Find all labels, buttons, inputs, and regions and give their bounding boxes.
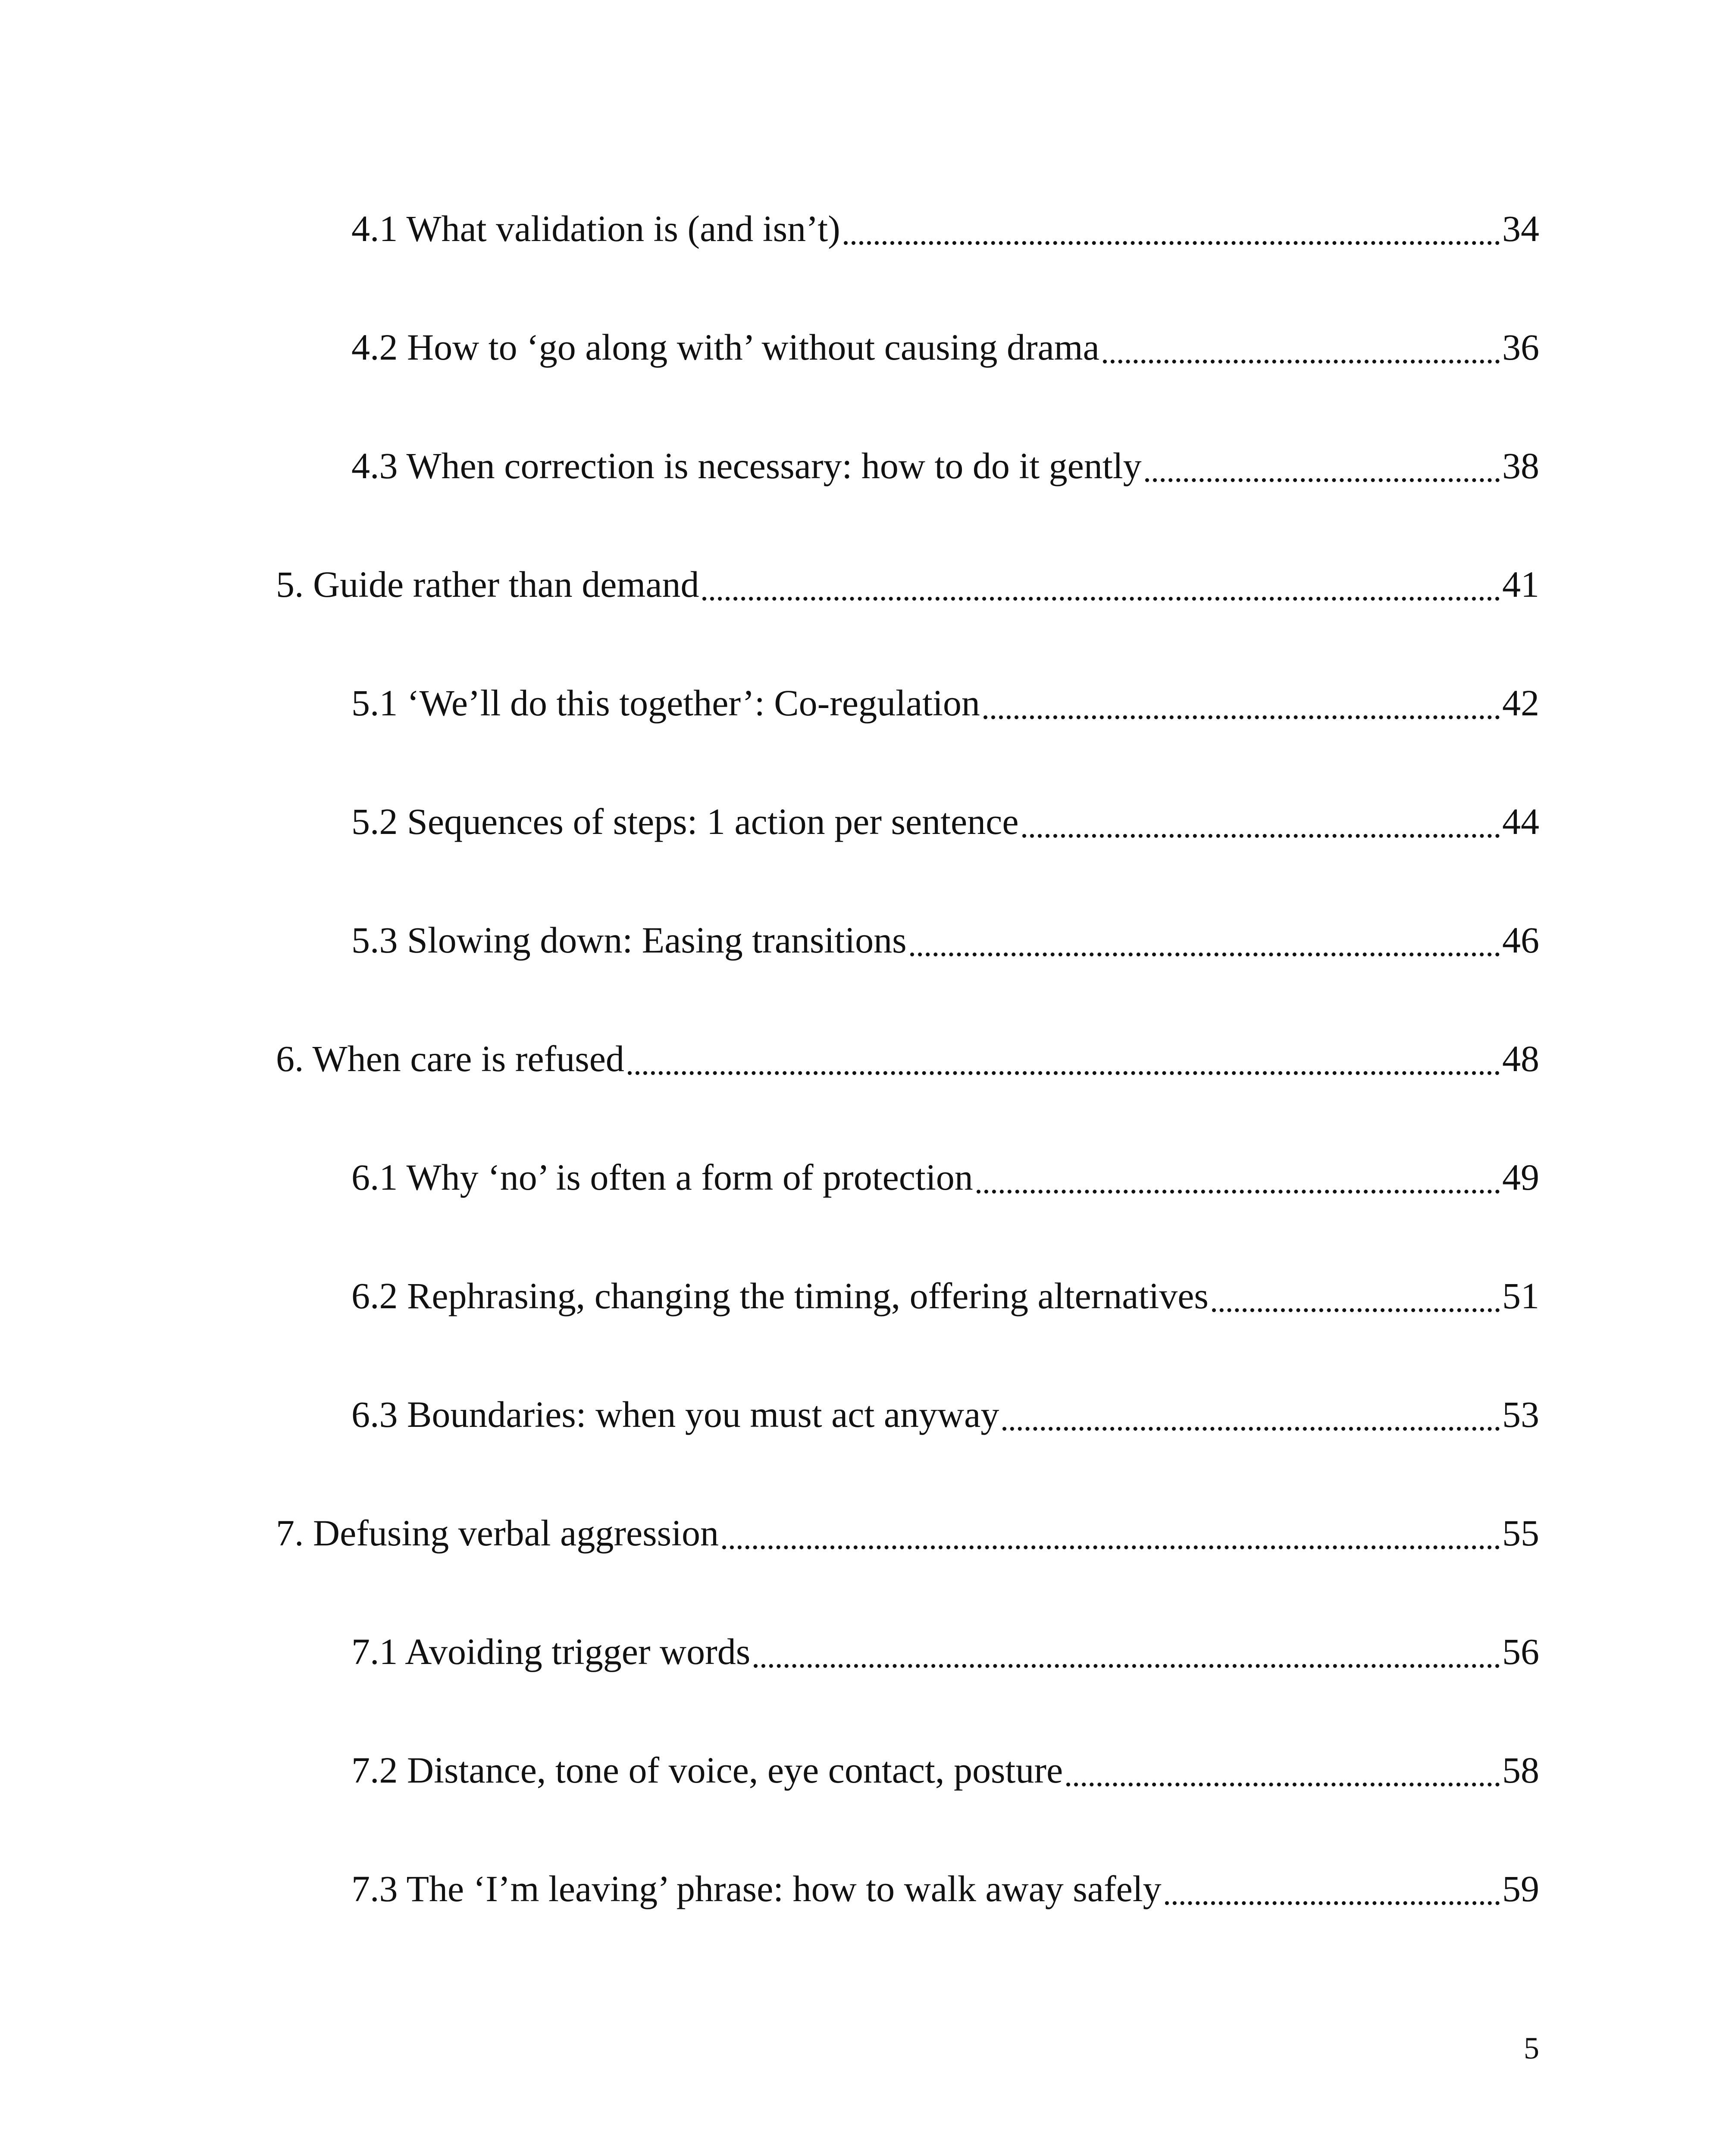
toc-leader-dots bbox=[983, 715, 1500, 719]
toc-entry-page: 51 bbox=[1502, 1275, 1539, 1316]
toc-entry-title: 7.1 Avoiding trigger words bbox=[351, 1631, 751, 1672]
toc-entry-page: 44 bbox=[1502, 801, 1539, 842]
toc-leader-dots bbox=[628, 1071, 1500, 1075]
toc-entry-title: 4.1 What validation is (and isn’t) bbox=[351, 208, 840, 249]
toc-entry[interactable] bbox=[351, 1270, 1539, 1322]
toc-entry-title: 7.3 The ‘I’m leaving’ phrase: how to walk away safely bbox=[351, 1868, 1162, 1909]
toc-leader-dots bbox=[844, 241, 1500, 245]
toc-entry-page: 48 bbox=[1502, 1038, 1539, 1079]
toc-leader-dots bbox=[1022, 834, 1500, 838]
toc-entry-page: 36 bbox=[1502, 326, 1539, 368]
toc-entry[interactable] bbox=[351, 677, 1539, 729]
toc-entry-page: 41 bbox=[1502, 564, 1539, 605]
toc-entry-title: 6. When care is refused bbox=[276, 1038, 624, 1079]
toc-entry-title: 4.2 How to ‘go along with’ without causing drama bbox=[351, 326, 1099, 368]
toc-leader-dots bbox=[1145, 478, 1500, 482]
toc-entry[interactable] bbox=[351, 440, 1539, 492]
toc-leader-dots bbox=[702, 597, 1500, 601]
toc-entry-page: 49 bbox=[1502, 1156, 1539, 1198]
toc-entry-title: 5.2 Sequences of steps: 1 action per sentence bbox=[351, 801, 1019, 842]
toc-entry-title: 4.3 When correction is necessary: how to do it gently bbox=[351, 445, 1142, 486]
toc-entry[interactable] bbox=[276, 1507, 1539, 1559]
toc-entry-page: 55 bbox=[1502, 1512, 1539, 1554]
toc-entry-page: 34 bbox=[1502, 208, 1539, 249]
toc-entry-title: 7.2 Distance, tone of voice, eye contact, posture bbox=[351, 1749, 1063, 1791]
toc-entry-title: 6.1 Why ‘no’ is often a form of protection bbox=[351, 1156, 973, 1198]
toc-entry-page: 46 bbox=[1502, 919, 1539, 961]
toc-entry-page: 58 bbox=[1502, 1749, 1539, 1791]
toc-leader-dots bbox=[1103, 360, 1500, 364]
toc-entry[interactable] bbox=[351, 1744, 1539, 1796]
toc-entry-page: 53 bbox=[1502, 1394, 1539, 1435]
toc-entry[interactable] bbox=[351, 1626, 1539, 1677]
toc-leader-dots bbox=[1165, 1901, 1500, 1905]
toc-leader-dots bbox=[1212, 1308, 1500, 1312]
toc-leader-dots bbox=[1002, 1427, 1500, 1431]
toc-entry-title: 5. Guide rather than demand bbox=[276, 564, 699, 605]
toc-entry-page: 38 bbox=[1502, 445, 1539, 486]
toc-entry[interactable] bbox=[351, 914, 1539, 966]
toc-leader-dots bbox=[910, 953, 1500, 956]
toc-entry-title: 6.2 Rephrasing, changing the timing, offering alternatives bbox=[351, 1275, 1209, 1316]
toc-leader-dots bbox=[722, 1545, 1500, 1549]
toc-entry[interactable] bbox=[351, 1151, 1539, 1203]
toc-entry[interactable] bbox=[276, 1033, 1539, 1084]
toc-entry[interactable] bbox=[351, 796, 1539, 847]
toc-entry-title: 5.3 Slowing down: Easing transitions bbox=[351, 919, 907, 961]
toc-entry-page: 42 bbox=[1502, 682, 1539, 724]
toc-entry[interactable] bbox=[351, 321, 1539, 373]
toc-entry[interactable] bbox=[351, 1388, 1539, 1440]
toc-entry[interactable] bbox=[276, 558, 1539, 610]
page-number: 5 bbox=[1524, 2031, 1539, 2065]
toc-leader-dots bbox=[977, 1190, 1500, 1194]
toc-entry-page: 56 bbox=[1502, 1631, 1539, 1672]
toc-entry-title: 5.1 ‘We’ll do this together’: Co-regulation bbox=[351, 682, 980, 724]
toc-entry[interactable] bbox=[351, 203, 1539, 254]
toc-leader-dots bbox=[1066, 1783, 1500, 1786]
toc-entry[interactable] bbox=[351, 1863, 1539, 1915]
toc-entry-title: 6.3 Boundaries: when you must act anyway bbox=[351, 1394, 999, 1435]
toc-entry-page: 59 bbox=[1502, 1868, 1539, 1909]
toc-entry-title: 7. Defusing verbal aggression bbox=[276, 1512, 719, 1554]
toc-leader-dots bbox=[754, 1664, 1500, 1668]
